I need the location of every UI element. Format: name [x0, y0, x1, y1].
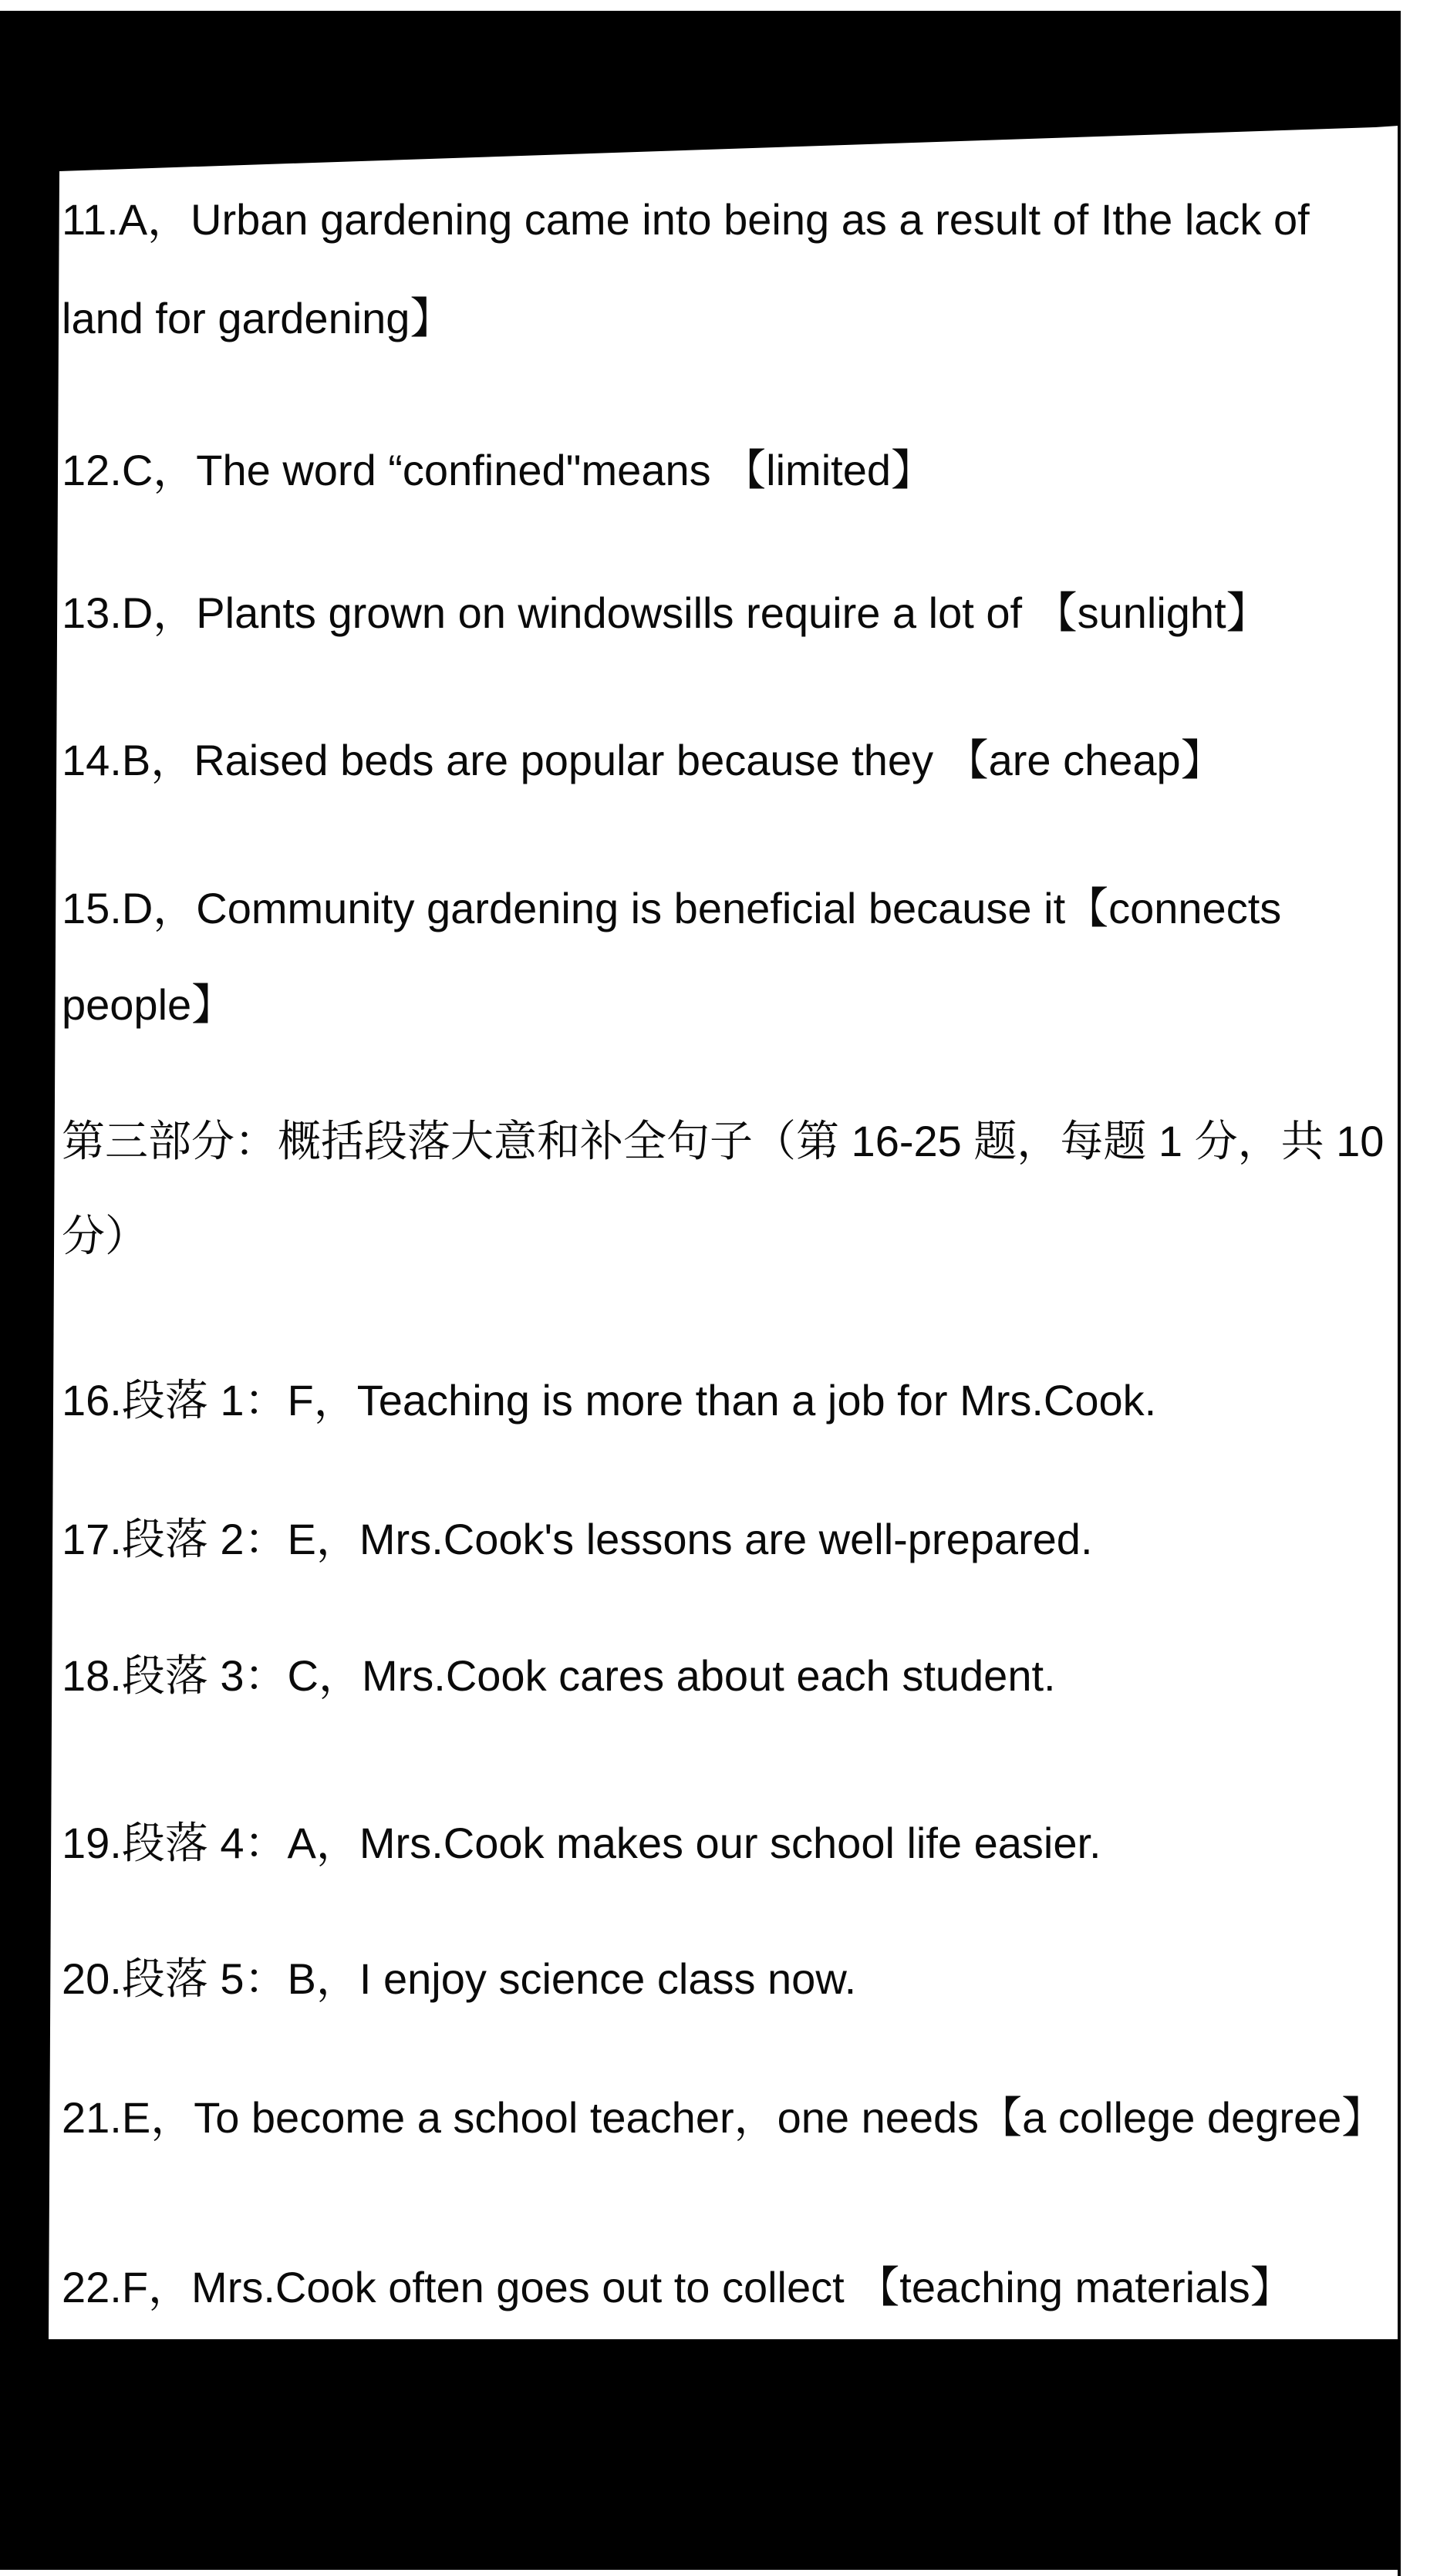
section3-heading-line1: 第三部分：概括段落大意和补全句子（第 16-25 题，每题 1 分，共 10 [62, 1117, 1385, 1165]
answer-line-13: 13.D，Plants grown on windowsills require a lot of 【sunlight】 [62, 588, 1270, 637]
answer-line-20: 20.段落 5：B，I enjoy science class now. [62, 1954, 857, 2003]
answer-line-16: 16.段落 1：F，Teaching is more than a job for Mrs.Cook. [62, 1376, 1157, 1425]
answer-line-12: 12.C，The word “confined"means 【limited】 [62, 446, 934, 494]
answer-line-15-part1: 15.D，Community gardening is beneficial because it【connects [62, 884, 1282, 932]
answer-line-11-part2: land for gardening】 [62, 294, 454, 342]
answer-line-21: 21.E，To become a school teacher，one needs【a college degree】 [62, 2093, 1385, 2142]
answer-line-22: 22.F，Mrs.Cook often goes out to collect 【teaching materials】 [62, 2263, 1294, 2311]
answer-line-15-part2: people】 [62, 980, 235, 1029]
answer-line-19: 19.段落 4：A，Mrs.Cook makes our school life easier. [62, 1819, 1101, 1867]
section3-heading-line2: 分） [62, 1212, 148, 1260]
answer-line-18: 18.段落 3：C，Mrs.Cook cares about each student. [62, 1651, 1056, 1700]
answer-line-14: 14.B，Raised beds are popular because they 【are cheap】 [62, 736, 1224, 784]
answer-line-17: 17.段落 2：E，Mrs.Cook's lessons are well-prepared. [62, 1515, 1093, 1563]
answer-line-11-part1: 11.A，Urban gardening came into being as a result of Ithe lack of [62, 195, 1310, 244]
